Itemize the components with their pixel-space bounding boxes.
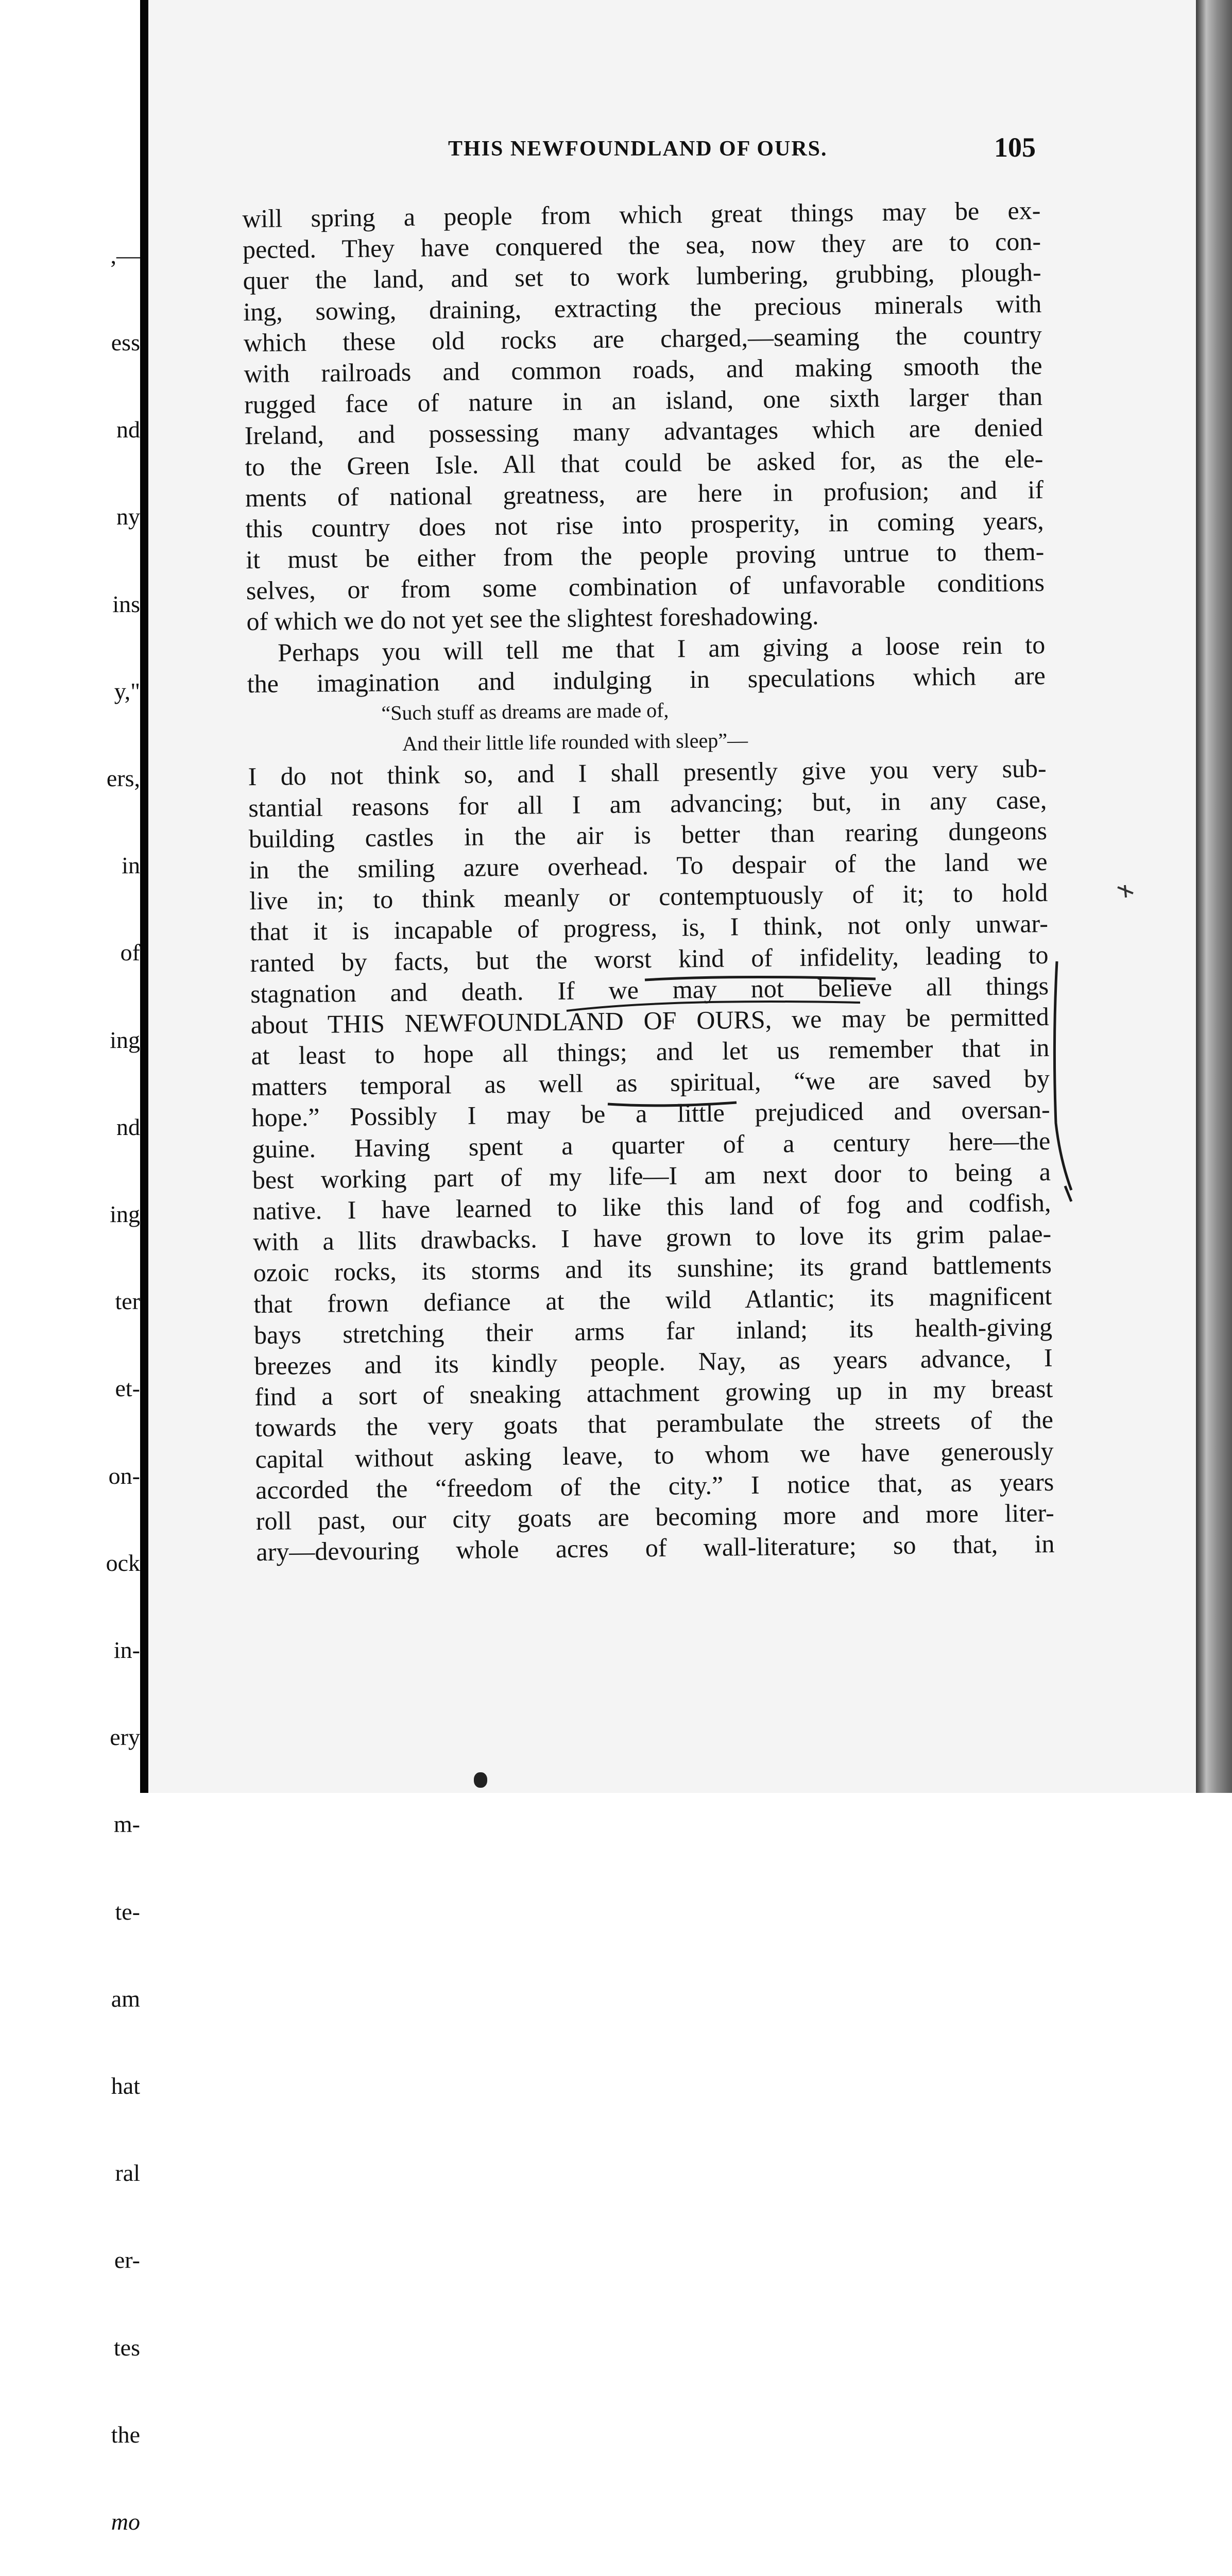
text-line: ments of national greatness, are here in profusion; and if xyxy=(245,474,1044,512)
fragment: ny xyxy=(116,503,140,530)
text-line: ary—devouring whole acres of wall-literature; so that, in xyxy=(256,1529,1055,1567)
body-text xyxy=(242,195,1055,1567)
text-line: that frown defiance at the wild Atlantic; its magnificent xyxy=(253,1281,1052,1318)
text-line: Perhaps you will tell me that I am giving a loose rein to xyxy=(277,630,1046,667)
text-line: in the smiling azure overhead. To despair of the land we xyxy=(249,846,1048,885)
text-line: native. I have learned to like this land of fog and codfish, xyxy=(252,1188,1051,1226)
fragment: ,— xyxy=(110,242,140,268)
fragment: y," xyxy=(114,677,140,704)
text-line: towards the very goats that perambulate the streets of the xyxy=(254,1405,1054,1443)
fragment: mo xyxy=(111,2509,140,2535)
book-gutter xyxy=(140,0,148,1793)
fragment: ing xyxy=(110,1201,140,1228)
text-line: guine. Having spent a quarter of a century here—the xyxy=(252,1126,1051,1163)
text-line: hope.” Possibly I may be a little prejudiced and oversan- xyxy=(251,1095,1050,1132)
text-line: that it is incapable of progress, is, I think, not only unwar- xyxy=(249,909,1049,946)
fragment: ers, xyxy=(106,765,140,792)
fragment: te- xyxy=(115,1898,140,1925)
text-line: it must be either from the people proving untrue to them- xyxy=(246,537,1045,574)
text-line: about THIS NEWFOUNDLAND OF OURS, we may be permitted xyxy=(250,1002,1049,1040)
text-line: roll past, our city goats are becoming more and more liter- xyxy=(255,1498,1055,1535)
text-line: matters temporal as well as spiritual, “we are saved by xyxy=(251,1064,1050,1101)
text-line: I do not think so, and I shall presently give you very sub- xyxy=(248,754,1047,791)
text-line: Ireland, and possessing many advantages which are denied xyxy=(244,413,1043,450)
ink-blot xyxy=(474,1772,487,1788)
text-line: capital without asking leave, to whom we have generously xyxy=(255,1436,1054,1473)
text-line: stantial reasons for all I am advancing; but, in any case, xyxy=(248,785,1047,822)
text-line: ing, sowing, draining, extracting the precious minerals with xyxy=(243,289,1042,326)
fragment: ter xyxy=(115,1288,140,1315)
fragment: nd xyxy=(116,416,140,443)
fragment: the xyxy=(111,2421,140,2448)
fragment: ral xyxy=(115,2160,140,2187)
text-line: at least to hope all things; and let us remember that in xyxy=(251,1032,1050,1071)
text-line: accorded the “freedom of the city.” I notice that, as years xyxy=(255,1467,1054,1504)
page-number: 105 xyxy=(994,132,1036,163)
fragment: ery xyxy=(110,1724,140,1751)
fragment: tes xyxy=(113,2334,140,2361)
fragment: in xyxy=(122,852,140,879)
text-line: live in; to think meanly or contemptuously of it; to hold xyxy=(249,878,1048,916)
text-line: quer the land, and set to work lumbering, grubbing, plough- xyxy=(243,258,1041,295)
text-line: ozoic rocks, its storms and its sunshine; its grand battlements xyxy=(253,1250,1052,1287)
text-line: selves, or from some combination of unfavorable conditions xyxy=(246,568,1045,605)
text-line: pected. They have conquered the sea, now they are to con- xyxy=(242,227,1041,264)
fragment: am xyxy=(111,1985,140,2012)
text-line: ranted by facts, but the worst kind of infidelity, leading to xyxy=(250,940,1049,977)
text-line: rugged face of nature in an island, one sixth larger than xyxy=(244,382,1043,419)
fragment: ins xyxy=(112,590,140,617)
previous-page-fragments xyxy=(0,183,140,2576)
text-line: the imagination and indulging in speculations which are xyxy=(247,660,1046,698)
text-line: stagnation and death. If we may not believe all things xyxy=(250,971,1049,1008)
fragment: in- xyxy=(113,1637,140,1664)
quotation-line: And their little life rounded with sleep”— xyxy=(402,728,748,756)
text-line: building castles in the air is better than rearing dungeons xyxy=(248,816,1048,853)
text-line: best working part of my life—I am next door to being a xyxy=(252,1157,1051,1194)
fragment: ess xyxy=(111,329,140,356)
text-line: breezes and its kindly people. Nay, as years advance, I xyxy=(254,1343,1053,1381)
previous-page-edge xyxy=(0,0,140,2535)
fragment: ing xyxy=(110,1026,140,1053)
text-line: of which we do not yet see the slightest foreshadowing. xyxy=(246,601,819,636)
text-line: with railroads and common roads, and making smooth the xyxy=(244,350,1042,388)
fragment: nd xyxy=(116,1113,140,1140)
fragment: m- xyxy=(113,1811,140,1838)
fragment: on- xyxy=(108,1462,140,1489)
fragment: of xyxy=(120,939,140,966)
running-head: THIS NEWFOUNDLAND OF OURS. xyxy=(448,137,828,161)
text-line: which these old rocks are charged,—seaming the country xyxy=(243,319,1042,357)
page-edge-shadow xyxy=(1196,0,1232,1793)
fragment: hat xyxy=(111,2073,140,2099)
text-line: to the Green Isle. All that could be asked for, as the ele- xyxy=(245,444,1043,481)
text-line: bays stretching their arms far inland; its health-giving xyxy=(253,1312,1053,1349)
text-line: find a sort of sneaking attachment growing up in my breast xyxy=(254,1374,1053,1412)
text-line: with a llits drawbacks. I have grown to love its grim palae- xyxy=(252,1219,1052,1257)
text-line: will spring a people from which great things may be ex- xyxy=(242,195,1041,233)
fragment: ock xyxy=(106,1549,140,1576)
fragment: et- xyxy=(115,1375,140,1402)
fragment: er- xyxy=(114,2247,140,2274)
text-line: this country does not rise into prosperity, in coming years, xyxy=(245,505,1044,544)
quotation-line: “Such stuff as dreams are made of, xyxy=(381,698,669,725)
